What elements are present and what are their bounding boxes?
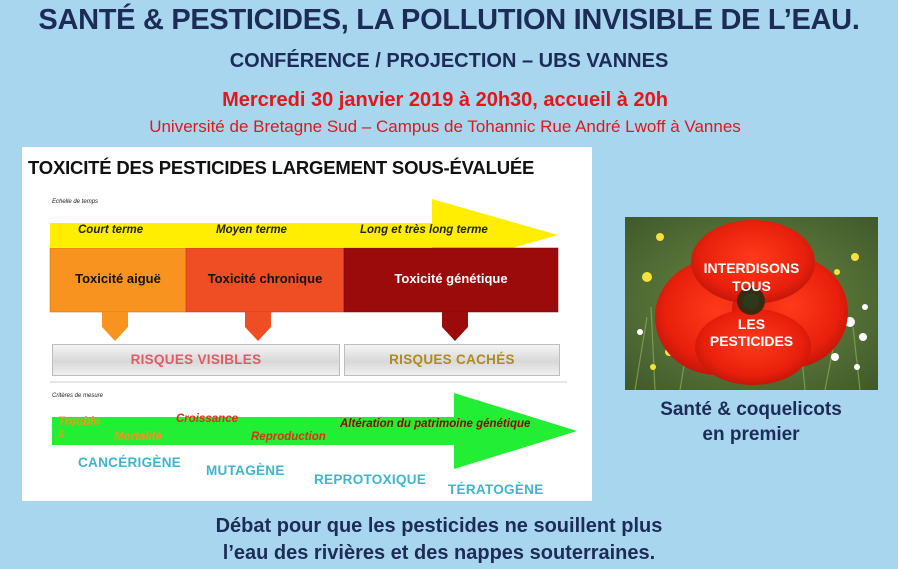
timescale-label: Echelle de temps	[52, 199, 99, 205]
criterion-croissance: Croissance	[176, 413, 239, 425]
footer-text	[0, 513, 878, 567]
poppy-text-line3: LES	[737, 316, 766, 332]
toxicity-diagram	[22, 147, 592, 501]
phase-short: Court terme	[78, 224, 144, 236]
diagram-title: TOXICITÉ DES PESTICIDES LARGEMENT SOUS-ÉVALUÉE	[28, 157, 535, 178]
poppy-photo	[625, 217, 878, 390]
arrows-layer	[22, 147, 592, 501]
acute-pointer	[102, 312, 128, 341]
poppy-caption	[610, 397, 892, 447]
poster-subtitle: CONFÉRENCE / PROJECTION – UBS VANNES	[229, 50, 669, 72]
criteria-label: Critères de mesure	[52, 393, 104, 399]
event-venue: Université de Bretagne Sud – Campus de Tohannic Rue André Lwoff à Vannes	[149, 117, 741, 136]
criterion-troubles-line2: s	[58, 428, 65, 440]
effect-mutagene: MUTAGÈNE	[206, 463, 285, 478]
poppy-text-line1: INTERDISONS	[703, 260, 800, 276]
criterion-reproduction: Reproduction	[251, 431, 326, 443]
phase-medium: Moyen terme	[216, 224, 287, 236]
footer-line2: l’eau des rivières et des nappes souterraines.	[222, 542, 656, 564]
poppy-illustration	[625, 217, 878, 390]
poppy-text-line2: TOUS	[732, 278, 771, 294]
criterion-mortalite: Mortalité	[114, 431, 162, 443]
caption-line2: en premier	[702, 424, 800, 445]
toxicity-chronic: Toxicité chronique	[207, 271, 323, 286]
effect-cancerigene: CANCÉRIGÈNE	[78, 455, 182, 470]
risk-hidden: RISQUES CACHÉS	[344, 344, 560, 376]
criterion-alteration: Altération du patrimoine génétique	[340, 418, 531, 430]
toxicity-acute: Toxicité aiguë	[75, 271, 161, 286]
criterion-troubles	[58, 416, 100, 440]
effect-reprotoxique: REPROTOXIQUE	[314, 472, 427, 487]
footer-line1: Débat pour que les pesticides ne souillent plus	[215, 515, 663, 537]
phase-long: Long et très long terme	[360, 224, 488, 236]
event-date: Mercredi 30 janvier 2019 à 20h30, accueil à 20h	[222, 89, 668, 111]
toxicity-genetic: Toxicité génétique	[394, 271, 508, 286]
effect-teratogene: TÉRATOGÈNE	[448, 482, 544, 497]
criterion-troubles-line1: Trouble	[58, 416, 100, 428]
risk-visible: RISQUES VISIBLES	[52, 344, 340, 376]
poster-title: SANTÉ & PESTICIDES, LA POLLUTION INVISIBLE DE L’EAU.	[38, 4, 860, 36]
poppy-text-line4: PESTICIDES	[709, 333, 794, 349]
genetic-pointer	[442, 312, 468, 341]
caption-line1: Santé & coquelicots	[660, 399, 842, 420]
chronic-pointer	[245, 312, 271, 341]
